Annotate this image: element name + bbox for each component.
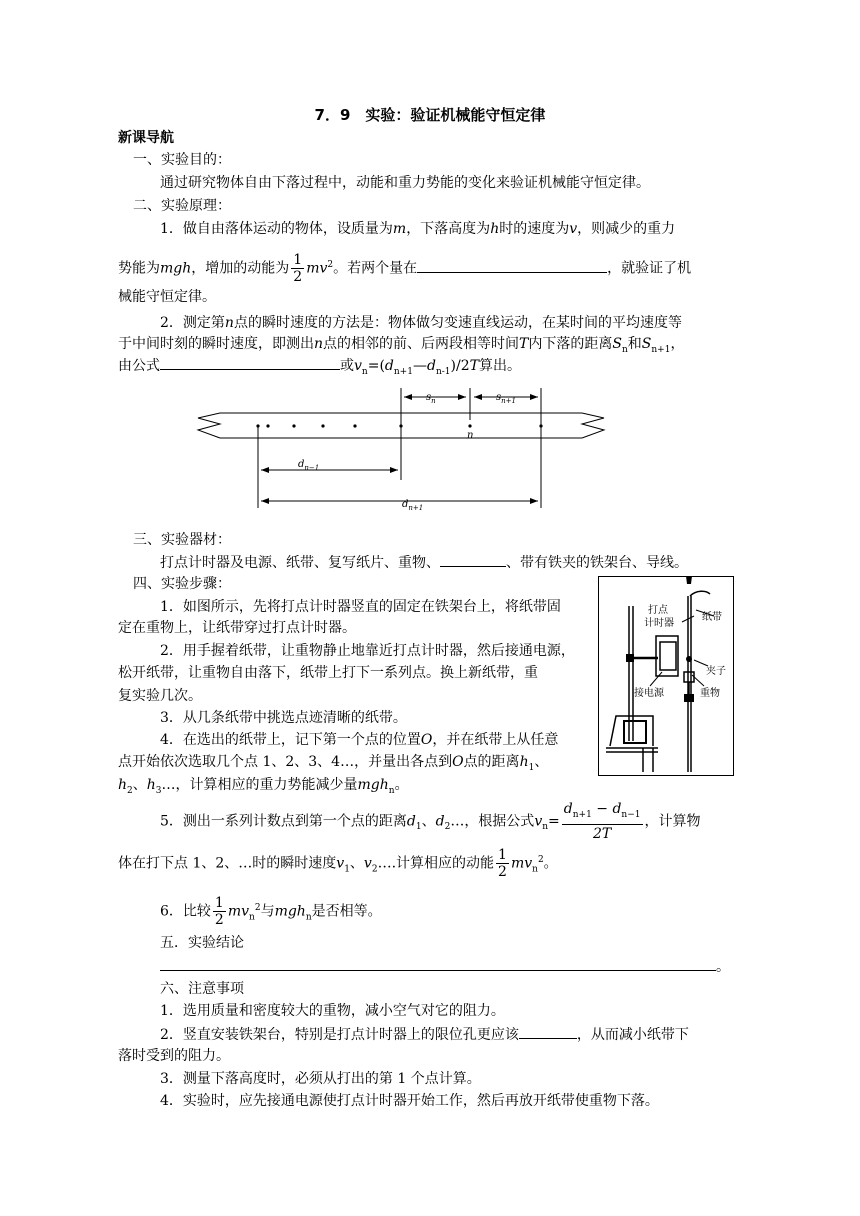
label-sn: $s_n$ [426,392,436,405]
label-dn-1: $d_{n-1}$ [298,459,320,472]
step6: 6．比较 $\frac{1}{2}$ $mv_n^2$与mgh$_n$是否相等。 [160,895,382,929]
page-title: 7．9 实验：验证机械能守恒定律 [314,106,546,124]
tape-dot [256,424,259,427]
principle-p1-line3: 械能守恒定律。 [118,289,216,305]
note4: 4．实验时，应先接通电源使打点计时器开始工作，然后再放开纸带使重物下落。 [160,1093,659,1109]
label-n: n [467,430,474,441]
fraction-half-2: $\frac{1}{2}$ [498,847,507,881]
blank-conclusion[interactable] [160,956,716,971]
tape-right-zigzag [582,413,604,438]
tape-diagram [190,380,610,515]
fraction-half-3: $\frac{1}{2}$ [214,895,224,929]
step3: 3．从几条纸带中挑选点迹清晰的纸带。 [160,710,407,726]
step1-line1: 1．如图所示，先将打点计时器竖直的固定在铁架台上，将纸带固 [160,599,561,615]
blank-formula[interactable] [160,355,340,370]
conclusion-line: 。 [160,956,730,977]
purpose-text: 通过研究物体自由下落过程中，动能和重力势能的变化来验证机械能守恒定律。 [160,175,650,191]
principle-p1-line1: 1．做自由落体运动的物体，设质量为m，下落高度为h时的速度为v，则减少的重力 [160,221,676,237]
heading-notes: 六、注意事项 [160,981,244,997]
principle-p2-line1: 2．测定第n点的瞬时速度的方法是：物体做匀变速直线运动，在某时间的平均速度等 [160,315,682,331]
step4-line2: 点开始依次选取几个点 1、2、3、4…，并量出各点到O点的距离$h_1$、 [118,754,549,773]
heading-equipment: 三、实验器材： [133,532,231,548]
principle-p2-line3: 由公式 或$v_n=(d_{n+1}—d_{n-1})/2T$算出。 [118,355,521,382]
tape-dot [353,424,356,427]
tape-dot [321,424,324,427]
label-timer: 打点 [648,605,668,616]
blank-condition[interactable] [417,258,607,273]
label-dn+1: $d_{n+1}$ [402,499,424,512]
tape-dot [468,424,471,427]
step5-line2: 体在打下点 1、2、…时的瞬时速度$v_1$、$v_2\dots$.计算相应的动能 $\frac{1}{2}$ $mv_n^2$。 [118,847,558,881]
step2-line1: 2．用手握着纸带，让重物静止地靠近打点计时器，然后接通电源， [160,643,575,659]
note2-line1: 2．竖直安装铁架台，特别是打点计时器上的限位孔更应该 ，从而减小纸带下 [160,1024,689,1045]
heading-purpose: 一、实验目的： [133,152,231,168]
section-header: 新课导航 [118,130,174,146]
tape-dot [539,424,542,427]
tape-dot [399,424,402,427]
tape-left-zigzag [198,413,220,438]
blank-equipment[interactable] [440,552,506,567]
label-tape: 纸带 [702,612,722,623]
fraction-half: $\frac{1}{2}$ [293,252,303,286]
step5-line1: 5．测出一系列计数点到第一个点的距离$d_1$、$d_2\dots$，根据公式$v_n=$ $\frac{d_{n+1} - d_{n-1}}{2T}$ ，计算物 [160,801,701,842]
step2-line3: 复实验几次。 [118,688,202,704]
heading-steps: 四、实验步骤： [133,576,231,592]
tape-dot [266,424,269,427]
svg-text:计时器: 计时器 [644,618,674,629]
label-clip: 夹子 [706,666,726,677]
heading-principle: 二、实验原理： [133,198,231,214]
label-weight: 重物 [700,688,720,699]
note3: 3．测量下落高度时，必须从打出的第 1 个点计算。 [160,1071,481,1087]
label-sn1: $s_{n+1}$ [496,392,516,405]
fraction-velocity: $\frac{d_{n+1} - d_{n-1}}{2T}$ [563,801,641,842]
principle-p1-line2: 势能为mgh，增加的动能为 $\frac{1}{2}$ $mv^2$。若两个量在 ，就验证了机 [118,252,692,286]
note2-line2: 落时受到的阻力。 [118,1048,230,1064]
step1-line2: 定在重物上，让纸带穿过打点计时器。 [118,620,356,636]
label-power: 接电源 [634,688,664,699]
tape-dot [292,424,295,427]
blank-hole[interactable] [519,1024,577,1039]
principle-p2-line2: 于中间时刻的瞬时速度，即测出n点的相邻的前、后两段相等时间T内下落的距离$S_n$和$S_{n+1}$， [118,336,685,355]
heading-conclusion: 五．实验结论 [160,935,244,951]
step4-line1: 4．在选出的纸带上，记下第一个点的位置O，并在纸带上从任意 [160,732,559,748]
note1: 1．选用质量和密度较大的重物，减小空气对它的阻力。 [160,1003,505,1019]
apparatus-figure [598,576,734,776]
step4-line3: $h_2$、$h_3\dots$，计算相应的重力势能减少量mgh$_n$。 [118,777,409,796]
equipment-text: 打点计时器及电源、纸带、复写纸片、重物、 、带有铁夹的铁架台、导线。 [160,552,688,573]
step2-line2: 松开纸带，让重物自由落下，纸带上打下一系列点。换上新纸带，重 [118,665,538,681]
